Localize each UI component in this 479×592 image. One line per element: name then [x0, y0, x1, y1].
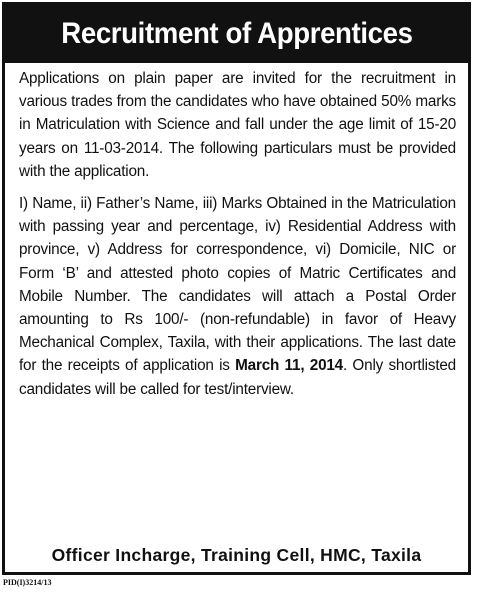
- title-banner: [5, 5, 468, 63]
- ad-body: [19, 67, 456, 401]
- signature-line: Officer Incharge, Training Cell, HMC, Taxila: [51, 545, 422, 565]
- shortlist-note: . Only shortlisted candidates will be called for test/interview.: [19, 357, 456, 398]
- eligibility-paragraph: Applications on plain paper are invited for the recruitment in various trades from the candidates who have obtained 50% marks in Matriculation with Science and fall under the age limit of 15-20 years on 11-03-2014. The following particulars must be provided with the application.: [19, 70, 456, 180]
- requirements-text: I) Name, ii) Father’s Name, iii) Marks Obtained in the Matriculation with passing year and percentage, iv) Residential Address with province, v) Address for correspondence, vi) Domicile, NIC or Form ‘B’ and attested photo copies of Matric Certificates and Mobile Number. The candidates will attach a Postal Order amounting to Rs 100/- (non-refundable) in favor of Heavy Mechanical Complex, Taxila, with their applications. The last date for the receipts of application is: [19, 195, 456, 375]
- ad-title: Recruitment of Apprentices: [60, 17, 413, 50]
- last-date: March 11, 2014: [235, 357, 343, 375]
- advertisement-frame: [2, 2, 471, 575]
- publication-id: PID(I)3214/13: [3, 578, 52, 587]
- requirements-paragraph: [19, 192, 456, 401]
